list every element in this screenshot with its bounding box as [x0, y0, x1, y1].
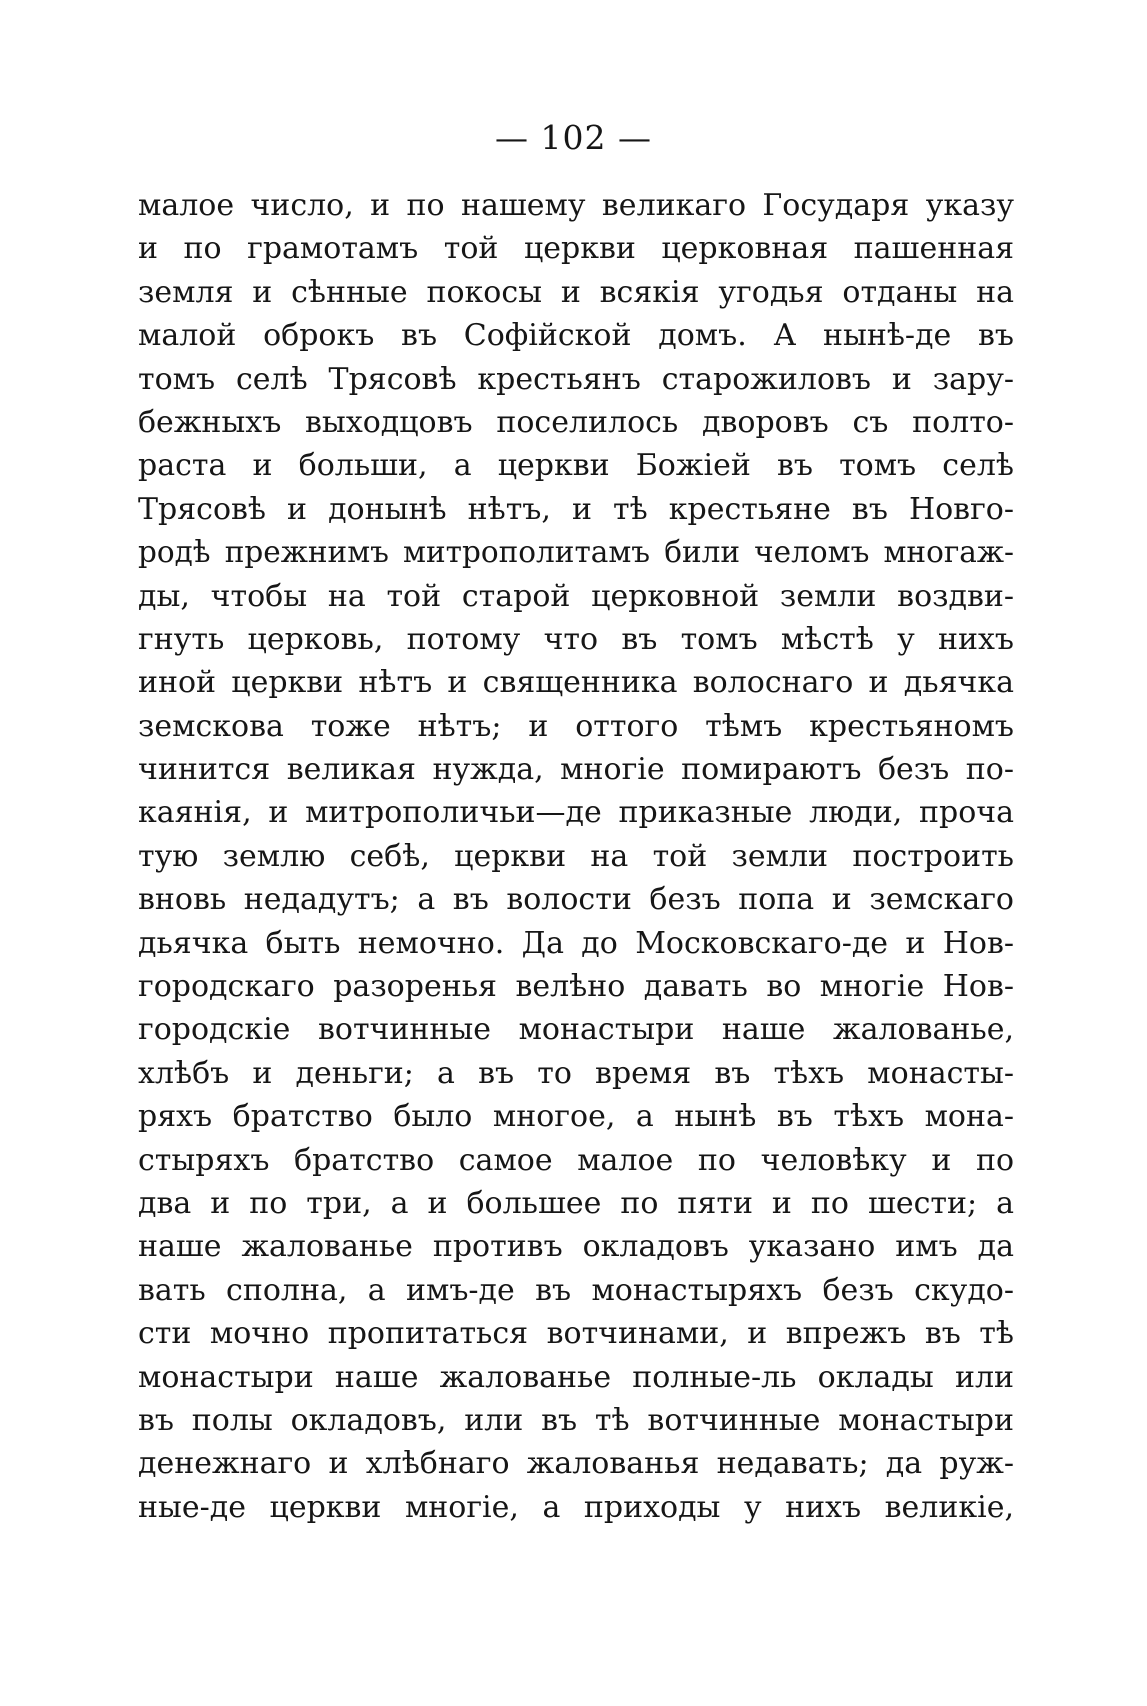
- text-line: томъ селѣ Трясовѣ крестьянъ старожиловъ и зару-: [138, 361, 1014, 397]
- text-line: бежныхъ выходцовъ поселилось дворовъ съ полто-: [138, 404, 1014, 440]
- text-line: тую землю себѣ, церкви на той земли построить: [138, 838, 1014, 874]
- text-line: земскова тоже нѣтъ; и оттого тѣмъ крестьяномъ: [138, 708, 1014, 744]
- text-line: стыряхъ братство самое малое по человѣку и по: [138, 1142, 1014, 1178]
- text-line: малое число, и по нашему великаго Государя указу: [138, 188, 1014, 223]
- text-line: два и по три, а и большее по пяти и по шести; а: [138, 1185, 1014, 1221]
- text-line: городскаго разоренья велѣно давать во многіе Нов-: [138, 969, 1014, 1005]
- text-line: денежнаго и хлѣбнаго жалованья недавать; да руж-: [138, 1446, 1014, 1482]
- text-line: городскіе вотчинные монастыри наше жалованье,: [138, 1012, 1014, 1048]
- text-line: дьячка быть немочно. Да до Московскаго-де и Нов-: [138, 925, 1014, 961]
- text-line: вновь недадутъ; а въ волости безъ попа и земскаго: [138, 882, 1014, 918]
- text-line: иной церкви нѣтъ и священника волоснаго и дьячка: [138, 665, 1014, 701]
- text-line: ные-де церкви многіе, а приходы у нихъ великіе,: [138, 1489, 1014, 1525]
- text-line: гнуть церковь, потому что въ томъ мѣстѣ у нихъ: [138, 621, 1014, 657]
- text-line: раста и больши, а церкви Божіей въ томъ селѣ: [138, 448, 1014, 484]
- text-line: Трясовѣ и донынѣ нѣтъ, и тѣ крестьяне въ Новго-: [138, 491, 1014, 527]
- text-line: монастыри наше жалованье полные-ль оклады или: [138, 1359, 1014, 1395]
- text-line: вать сполна, а имъ-де въ монастыряхъ безъ скудо-: [138, 1272, 1014, 1308]
- text-line: малой оброкъ въ Софійской домъ. А нынѣ-де въ: [138, 318, 1014, 354]
- text-line: хлѣбъ и деньги; а въ то время въ тѣхъ монасты-: [138, 1055, 1014, 1091]
- text-line: ды, чтобы на той старой церковной земли воздви-: [138, 578, 1014, 614]
- text-line: земля и сѣнные покосы и всякія угодья отданы на: [138, 274, 1014, 310]
- text-line: чинится великая нужда, многіе помираютъ безъ по-: [138, 752, 1014, 788]
- body-text: [138, 184, 1014, 1529]
- text-line: каянія, и митрополичьи—де приказные люди, проча: [138, 795, 1014, 831]
- page-number: — 102 —: [495, 118, 652, 157]
- text-line: и по грамотамъ той церкви церковная пашенная: [138, 231, 1014, 267]
- text-line: сти мочно пропитаться вотчинами, и впрежъ въ тѣ: [138, 1316, 1014, 1352]
- text-line: родѣ прежнимъ митрополитамъ били челомъ многаж-: [138, 535, 1014, 570]
- text-line: наше жалованье противъ окладовъ указано имъ да: [138, 1229, 1014, 1265]
- text-line: въ полы окладовъ, или въ тѣ вотчинные монастыри: [138, 1402, 1014, 1438]
- text-line: ряхъ братство было многое, а нынѣ въ тѣхъ мона-: [138, 1099, 1014, 1135]
